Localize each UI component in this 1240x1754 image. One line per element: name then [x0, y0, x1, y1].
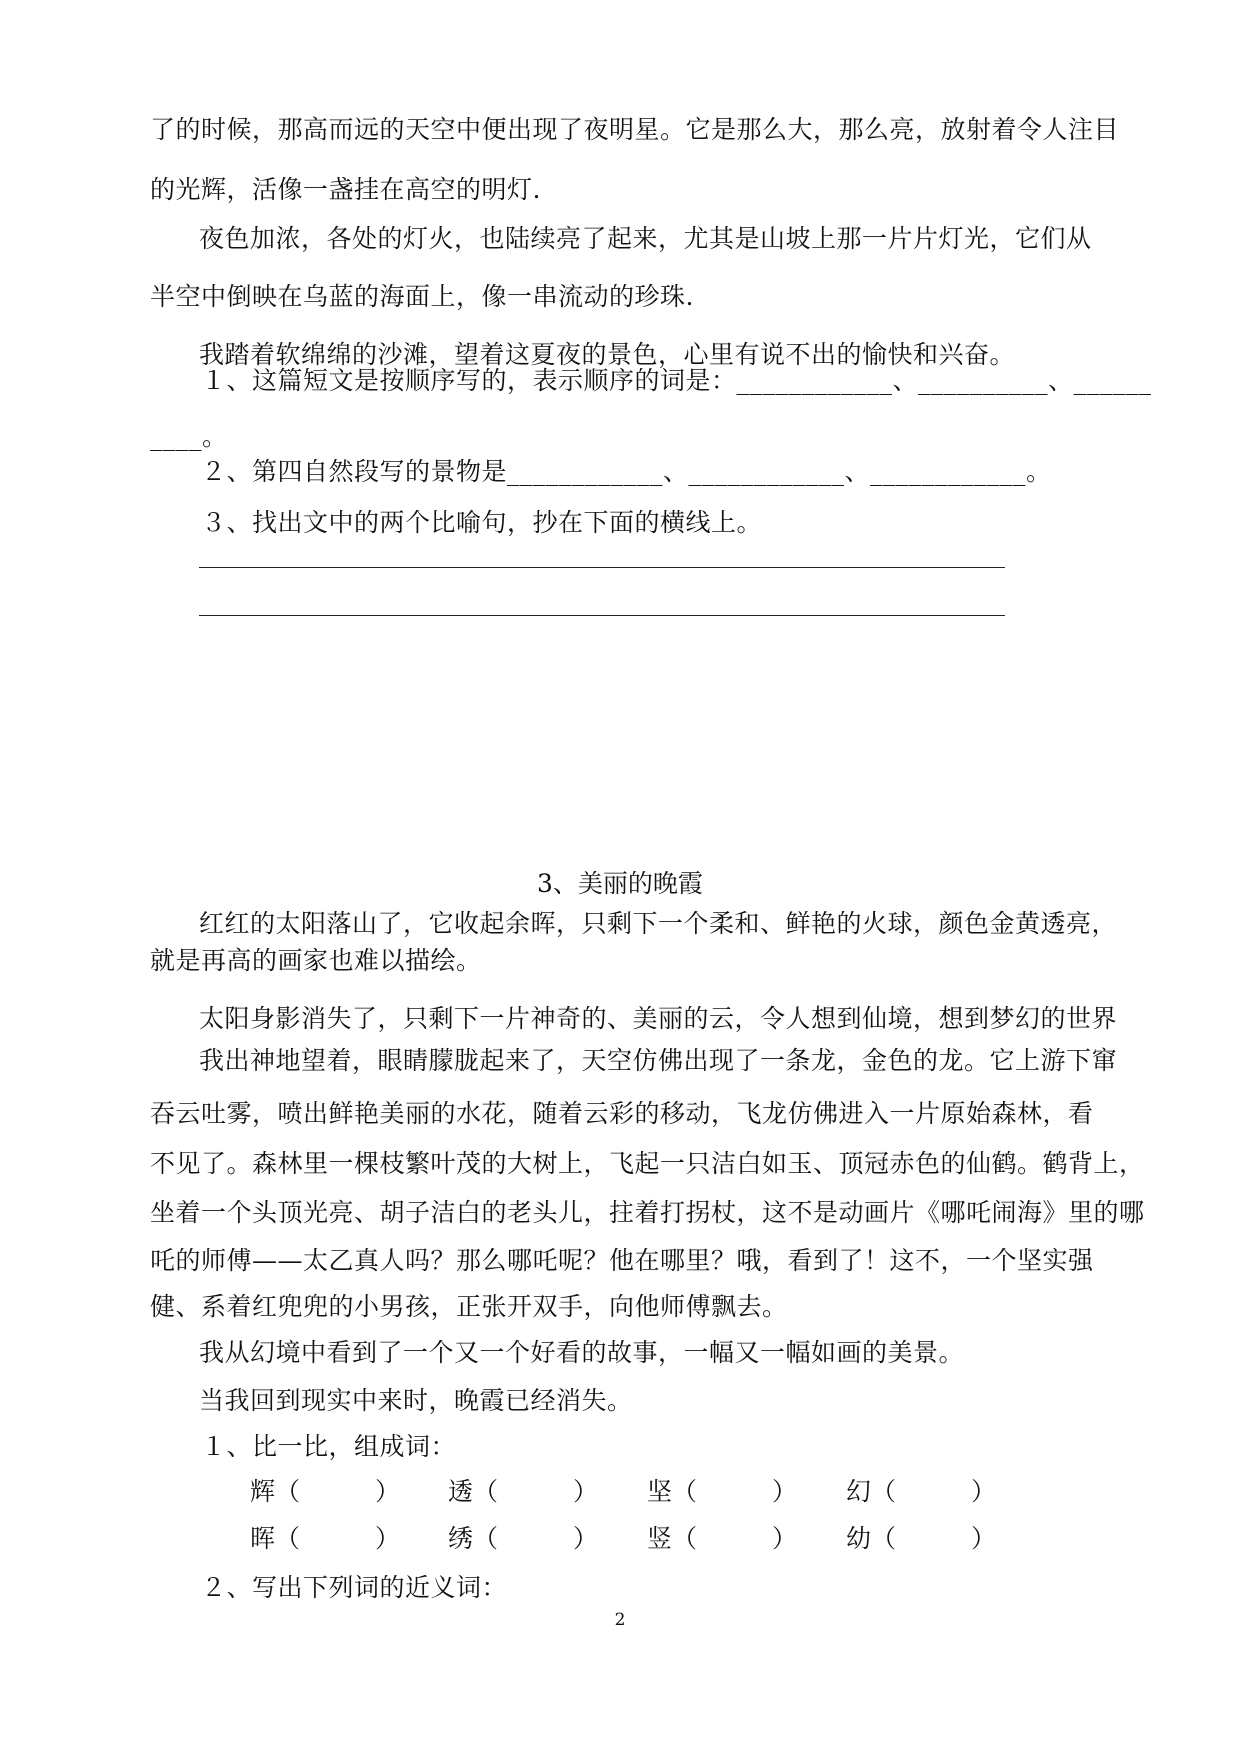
word-item: 竖（ ）	[647, 1524, 798, 1553]
word-item: 幼（ ）	[846, 1524, 997, 1553]
question-2: ２、写出下列词的近义词：	[201, 1573, 508, 1602]
passage-line: 了的时候，那高而远的天空中便出现了夜明星。它是那么大，那么亮，放射着令人注目	[150, 115, 1120, 144]
answer-line	[199, 615, 1005, 616]
word-item: 透（ ）	[448, 1477, 599, 1506]
question-2: ２、第四自然段写的景物是____________、____________、____________。	[201, 457, 1052, 486]
passage-line: 就是再高的画家也难以描绘。	[150, 946, 482, 975]
section-title: 3、美丽的晚霞	[537, 869, 703, 898]
word-item: 坚（ ）	[647, 1477, 798, 1506]
passage-line: 我踏着软绵绵的沙滩，望着这夏夜的景色，心里有说不出的愉快和兴奋。	[199, 340, 1016, 369]
question-1: １、这篇短文是按顺序写的，表示顺序的词是：____________、__________、______	[201, 366, 1152, 395]
passage-line: 太阳身影消失了，只剩下一片神奇的、美丽的云，令人想到仙境，想到梦幻的世界	[199, 1004, 1118, 1033]
passage-line: 不见了。森林里一棵枝繁叶茂的大树上，飞起一只洁白如玉、顶冠赤色的仙鹤。鹤背上，	[150, 1149, 1145, 1178]
word-item: 幻（ ）	[846, 1477, 997, 1506]
word-item: 晖（ ）	[250, 1524, 401, 1553]
question-3: ３、找出文中的两个比喻句，抄在下面的横线上。	[201, 508, 763, 537]
passage-line: 我出神地望着，眼睛朦胧起来了，天空仿佛出现了一条龙，金色的龙。它上游下窜	[199, 1046, 1118, 1075]
passage-line: 当我回到现实中来时，晚霞已经消失。	[199, 1386, 633, 1415]
passage-line: 我从幻境中看到了一个又一个好看的故事，一幅又一幅如画的美景。	[199, 1338, 965, 1367]
word-row	[250, 1519, 1050, 1559]
page-number: 2	[614, 1610, 626, 1630]
answer-line	[199, 567, 1005, 568]
passage-line: 坐着一个头顶光亮、胡子洁白的老头儿，拄着打拐杖，这不是动画片《哪吒闹海》里的哪	[150, 1198, 1145, 1227]
word-item: 辉（ ）	[250, 1477, 401, 1506]
question-1: １、比一比，组成词：	[201, 1432, 457, 1461]
passage-line: 健、系着红兜兜的小男孩，正张开双手，向他师傅飘去。	[150, 1292, 788, 1321]
question-1-cont: ____。	[150, 422, 228, 451]
word-item: 绣（ ）	[448, 1524, 599, 1553]
passage-line: 的光辉，活像一盏挂在高空的明灯.	[150, 175, 541, 204]
word-row	[250, 1472, 1050, 1512]
passage-line: 吞云吐雾，喷出鲜艳美丽的水花，随着云彩的移动，飞龙仿佛进入一片原始森林，看	[150, 1099, 1094, 1128]
passage-line: 红红的太阳落山了，它收起余晖，只剩下一个柔和、鲜艳的火球，颜色金黄透亮，	[199, 909, 1118, 938]
passage-line: 吒的师傅——太乙真人吗？那么哪吒呢？他在哪里？哦，看到了！这不，一个坚实强	[150, 1246, 1094, 1275]
passage-line: 半空中倒映在乌蓝的海面上，像一串流动的珍珠.	[150, 282, 694, 311]
passage-line: 夜色加浓，各处的灯火，也陆续亮了起来，尤其是山坡上那一片片灯光，它们从	[199, 224, 1092, 253]
